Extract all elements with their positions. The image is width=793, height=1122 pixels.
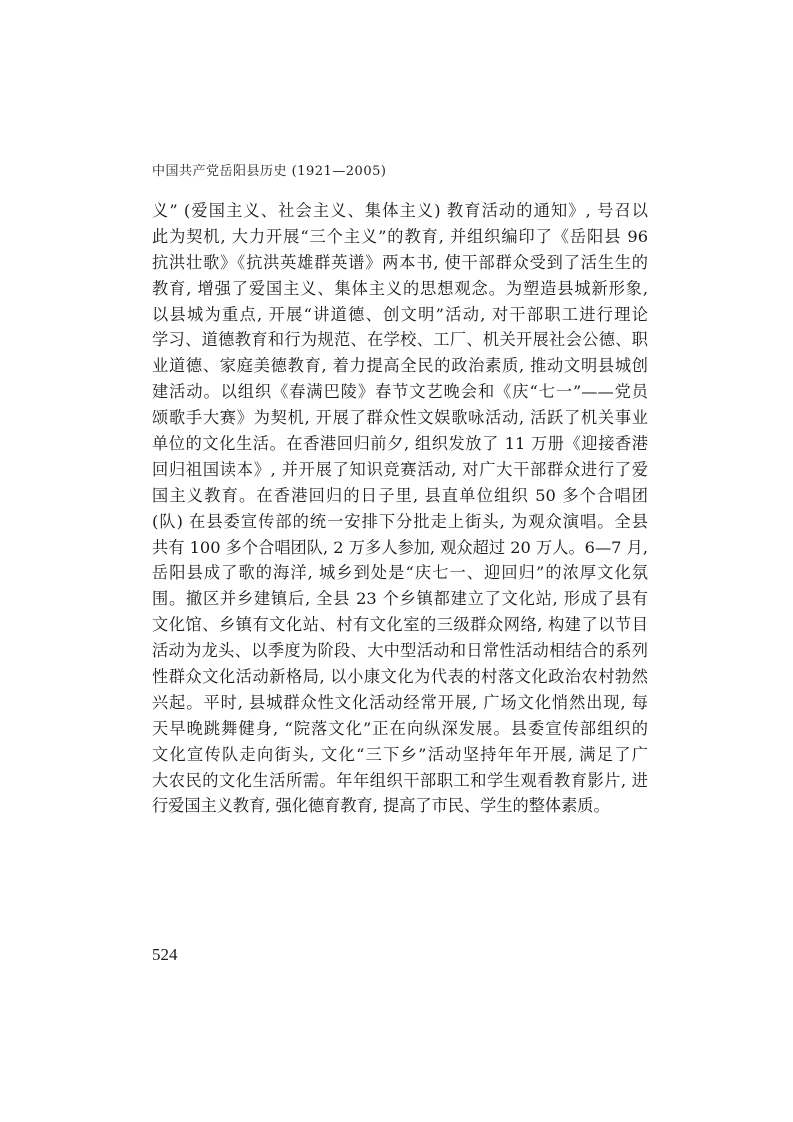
text-line: 行爱国主义教育, 强化德育教育, 提高了市民、学生的整体素质。: [152, 796, 610, 816]
text-line: 性群众文化活动新格局, 以小康文化为代表的村落文化政治农村勃然: [152, 667, 648, 687]
page-number: 524: [152, 945, 178, 964]
text-line: 围。撤区并乡建镇后, 全县 23 个乡镇都建立了文化站, 形成了县有: [152, 589, 648, 609]
text-line: 文化宣传队走向街头, 文化“三下乡”活动坚持年年开展, 满足了广: [152, 744, 648, 764]
text-line: 文化馆、乡镇有文化站、村有文化室的三级群众网络, 构建了以节目: [152, 615, 648, 635]
text-line: 回归祖国读本》, 并开展了知识竞赛活动, 对广大干部群众进行了爱: [152, 459, 648, 479]
text-line: 天早晚跳舞健身, “院落文化”正在向纵深发展。县委宣传部组织的: [152, 718, 648, 738]
body-paragraph: [152, 198, 648, 819]
text-line: 此为契机, 大力开展“三个主义”的教育, 并组织编印了《岳阳县 96: [152, 226, 648, 246]
text-line: 学习、道德教育和行为规范、在学校、工厂、机关开展社会公德、职: [152, 330, 648, 350]
text-line: 大农民的文化生活所需。年年组织干部职工和学生观看教育影片, 进: [152, 770, 648, 790]
text-line: 抗洪壮歌》《抗洪英雄群英谱》两本书, 使干部群众受到了活生生的: [152, 252, 648, 272]
text-line: 兴起。平时, 县城群众性文化活动经常开展, 广场文化悄然出现, 每: [152, 692, 648, 712]
text-line: 颂歌手大赛》为契机, 开展了群众性文娱歌咏活动, 活跃了机关事业: [152, 408, 648, 428]
text-line: (队) 在县委宣传部的统一安排下分批走上街头, 为观众演唱。全县: [152, 511, 648, 531]
text-line: 建活动。以组织《春满巴陵》春节文艺晚会和《庆“七一”——党员: [152, 382, 648, 402]
running-header: 中国共产党岳阳县历史 (1921—2005): [152, 164, 387, 179]
text-line: 业道德、家庭美德教育, 着力提高全民的政治素质, 推动文明县城创: [152, 356, 648, 376]
text-line: 以县城为重点, 开展“讲道德、创文明”活动, 对干部职工进行理论: [152, 304, 648, 324]
text-line: 义” (爱国主义、社会主义、集体主义) 教育活动的通知》, 号召以: [152, 201, 648, 220]
text-line: 教育, 增强了爱国主义、集体主义的思想观念。为塑造县城新形象,: [152, 278, 648, 298]
text-line: 国主义教育。在香港回归的日子里, 县直单位组织 50 多个合唱团: [152, 485, 648, 505]
text-line: 共有 100 多个合唱团队, 2 万多人参加, 观众超过 20 万人。6—7 月,: [152, 537, 648, 557]
text-line: 岳阳县成了歌的海洋, 城乡到处是“庆七一、迎回归”的浓厚文化氛: [152, 563, 648, 583]
text-line: 活动为龙头、以季度为阶段、大中型活动和日常性活动相结合的系列: [152, 641, 648, 661]
text-line: 单位的文化生活。在香港回归前夕, 组织发放了 11 万册《迎接香港: [152, 434, 648, 454]
